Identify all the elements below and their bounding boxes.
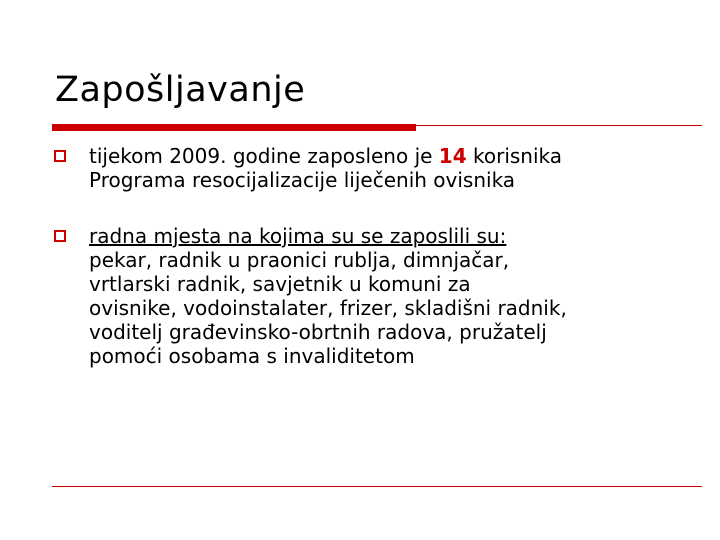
square-bullet-icon	[54, 150, 66, 162]
bullet-line: vrtlarski radnik, savjetnik u komuni za	[89, 272, 471, 296]
bullet-line: voditelj građevinsko-obrtnih radova, pružatelj	[89, 320, 547, 344]
bullet-line: pekar, radnik u praonici rublja, dimnjačar,	[89, 248, 510, 272]
bullet-line: ovisnike, vodoinstalater, frizer, skladišni radnik,	[89, 296, 567, 320]
bullet-item	[52, 144, 692, 192]
bullet-text-after: korisnika	[466, 144, 563, 168]
title-underline-accent	[52, 124, 416, 131]
bullet-text-before: tijekom 2009. godine zaposleno je	[89, 144, 439, 168]
bullet-text	[89, 144, 692, 192]
bullet-line: Programa resocijalizacije liječenih ovisnika	[89, 168, 516, 192]
bullet-line	[89, 144, 692, 168]
square-bullet-icon	[54, 230, 66, 242]
bullet-item	[52, 224, 692, 368]
bullet-line: pomoći osobama s invaliditetom	[89, 344, 415, 368]
highlighted-number: 14	[438, 144, 467, 168]
bullet-text	[89, 224, 692, 368]
bullet-line-heading: radna mjesta na kojima su se zaposlili su:	[89, 224, 507, 248]
bullet-list	[52, 144, 692, 400]
slide-title: Zapošljavanje	[55, 70, 306, 110]
footer-divider	[52, 486, 702, 487]
